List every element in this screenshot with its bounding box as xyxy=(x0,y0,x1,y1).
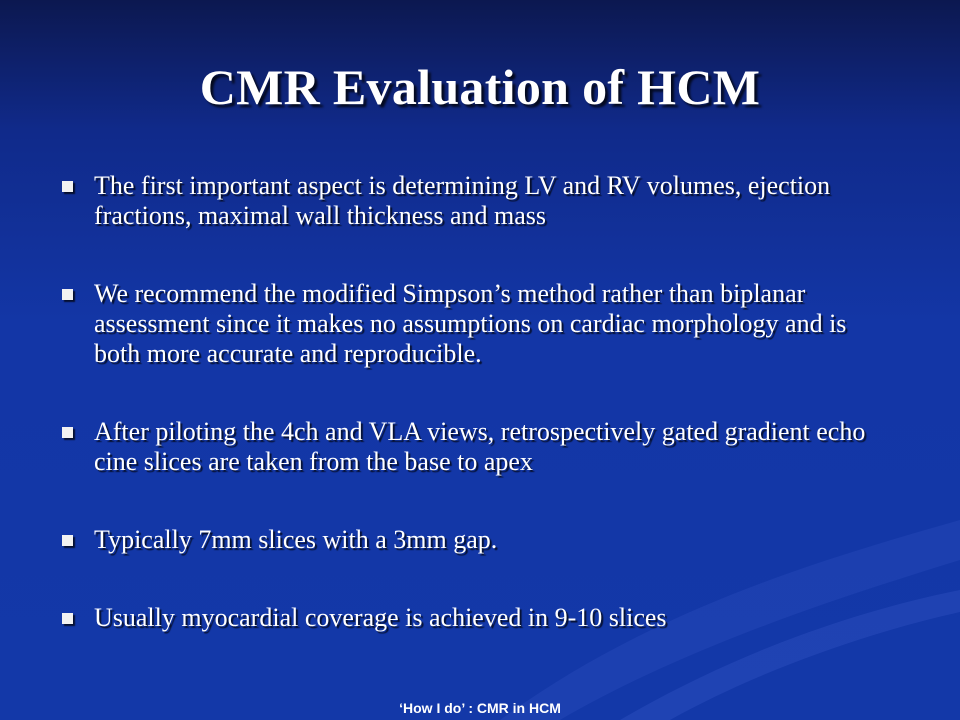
square-bullet-icon xyxy=(62,427,73,438)
bullet-item xyxy=(60,603,880,633)
square-bullet-icon xyxy=(62,613,73,624)
bullet-list xyxy=(60,171,880,633)
slide-title: CMR Evaluation of HCM xyxy=(199,59,761,115)
bullet-item xyxy=(60,417,880,477)
square-bullet-icon xyxy=(62,181,73,192)
bullet-text: The first important aspect is determining LV and RV volumes, ejection fractions, maximal wall thickness and mass xyxy=(94,171,831,230)
bullet-text: Usually myocardial coverage is achieved in 9-10 slices xyxy=(94,603,667,632)
square-bullet-icon xyxy=(62,535,73,546)
slide-footer: ‘How I do’ : CMR in HCM xyxy=(399,700,561,716)
bullet-item xyxy=(60,171,880,231)
square-bullet-icon xyxy=(62,289,73,300)
bullet-item xyxy=(60,525,880,555)
bullet-item xyxy=(60,279,880,369)
bullet-text: We recommend the modified Simpson’s method rather than biplanar assessment since it makes no assumptions on cardiac morphology and is both more accurate and reproducible. xyxy=(94,279,847,368)
bullet-text: Typically 7mm slices with a 3mm gap. xyxy=(94,525,498,554)
bullet-text: After piloting the 4ch and VLA views, retrospectively gated gradient echo cine slices are taken from the base to apex xyxy=(94,417,866,476)
